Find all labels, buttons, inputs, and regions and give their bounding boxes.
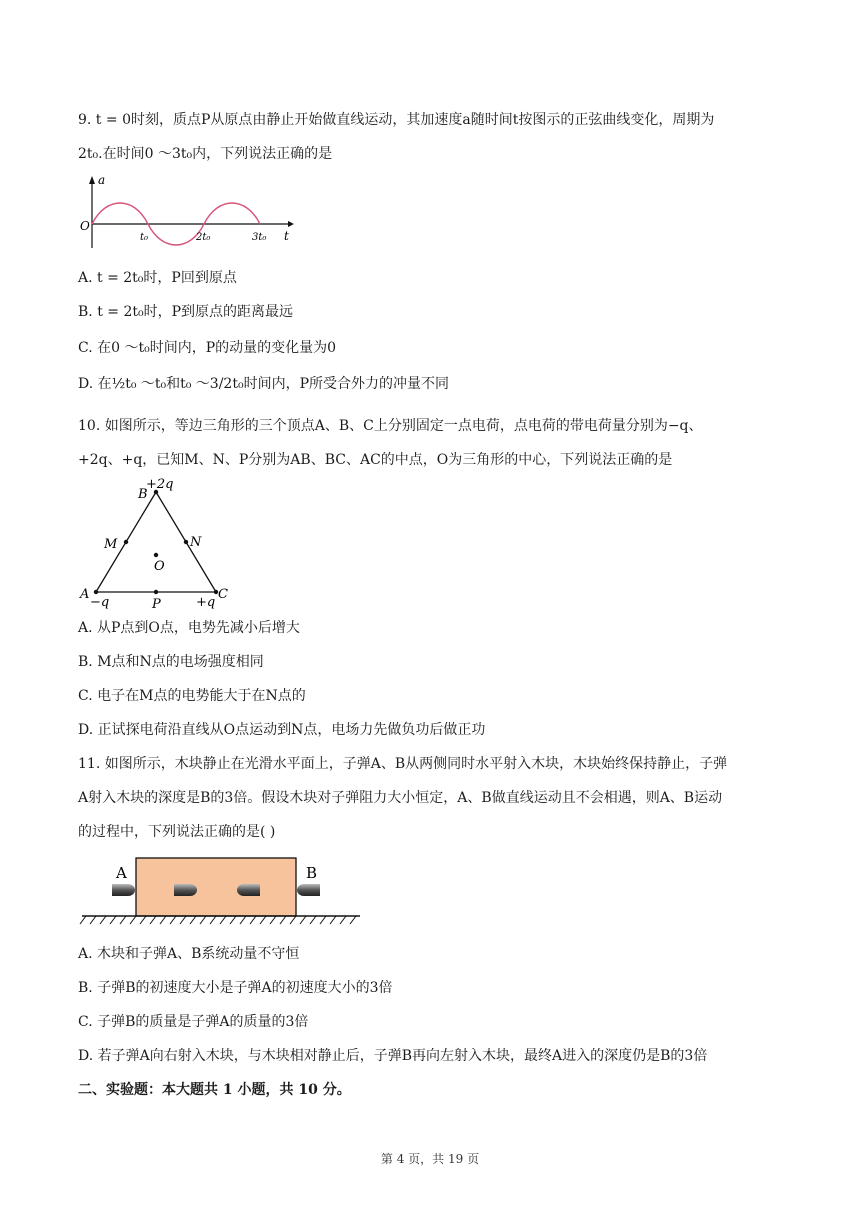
q10-point-n — [184, 540, 188, 544]
q11-bullet-a-inner — [174, 884, 197, 896]
q10-option-a: A. 从P点到O点，电势先减小后增大 — [78, 620, 300, 636]
q9-a-axis-arrow — [89, 176, 95, 184]
q11-label-b: B — [306, 864, 318, 882]
q10-label-p: P — [152, 597, 161, 612]
q11-ground-hatch — [80, 916, 356, 924]
q9-option-b: B. t = 2t₀时，P到原点的距离最远 — [78, 304, 294, 320]
q9-stem-line1: 9. t = 0时刻，质点P从原点由静止开始做直线运动，其加速度a随时间t按图示的正弦曲线变化，周期为 — [78, 112, 715, 128]
q11-option-d: D. 若子弹A向右射入木块，与木块相对静止后，子弹B再向左射入木块，最终A进入的深度仍是B的3倍 — [78, 1048, 708, 1064]
q10-label-o: O — [154, 559, 165, 574]
q10-point-o — [154, 553, 158, 557]
q11-bullet-b-inner — [237, 884, 260, 896]
q10-stem-line2: +2q、+q，已知M、N、P分别为AB、BC、AC的中点，O为三角形的中心，下列说法正确的是 — [78, 452, 673, 468]
q10-option-d: D. 正试探电荷沿直线从O点运动到N点，电场力先做负功后做正功 — [78, 722, 486, 738]
q10-option-c: C. 电子在M点的电势能大于在N点的 — [78, 688, 306, 704]
q9-sine-figure — [76, 172, 296, 252]
q10-charge-b: +2q — [146, 477, 174, 492]
q10-label-c: C — [218, 587, 228, 602]
q9-option-a: A. t = 2t₀时，P回到原点 — [78, 270, 237, 286]
q11-option-b: B. 子弹B的初速度大小是子弹A的初速度大小的3倍 — [78, 980, 393, 996]
q10-label-b: B — [138, 487, 148, 502]
q10-triangle-figure — [76, 474, 246, 614]
q9-option-d: D. 在½t₀ ～t₀和t₀ ～3/2t₀时间内，P所受合外力的冲量不同 — [78, 376, 449, 392]
section-heading-experiment: 二、实验题：本大题共 1 小题，共 10 分。 — [78, 1082, 351, 1098]
q11-block-figure — [78, 848, 368, 932]
q10-label-n: N — [190, 535, 202, 550]
q9-axis-y-label: a — [98, 173, 106, 187]
q9-tick-2t0: 2t₀ — [196, 232, 211, 243]
q11-stem-line1: 11. 如图所示，木块静止在光滑水平面上，子弹A、B从两侧同时水平射入木块，木块始终保持静止，子弹 — [78, 756, 728, 772]
q11-option-c: C. 子弹B的质量是子弹A的质量的3倍 — [78, 1014, 309, 1030]
q11-bullet-a-outer — [112, 884, 135, 896]
q11-bullet-b-outer — [297, 884, 320, 896]
q9-t-axis-arrow — [288, 221, 294, 227]
q10-point-a — [94, 590, 98, 594]
q9-tick-t0: t₀ — [140, 232, 149, 243]
q10-label-m: M — [104, 537, 118, 552]
q10-label-a: A — [80, 587, 90, 602]
q10-charge-c: +q — [196, 595, 216, 610]
q11-label-a: A — [116, 864, 127, 882]
q11-stem-line3: 的过程中，下列说法正确的是( ) — [78, 824, 276, 840]
q10-stem-line1: 10. 如图所示，等边三角形的三个顶点A、B、C上分别固定一点电荷，点电荷的带电荷量分别为−q、 — [78, 418, 703, 434]
q9-tick-3t0: 3t₀ — [252, 232, 267, 243]
q9-axis-x-label: t — [284, 229, 289, 243]
q10-option-b: B. M点和N点的电场强度相同 — [78, 654, 264, 670]
q9-origin-label: O — [80, 219, 90, 233]
q11-stem-line2: A射入木块的深度是B的3倍。假设木块对子弹阻力大小恒定，A、B做直线运动且不会相遇，则A、B运动 — [78, 790, 723, 806]
q10-point-m — [124, 540, 128, 544]
q10-point-p — [154, 590, 158, 594]
q9-option-c: C. 在0 ～t₀时间内，P的动量的变化量为0 — [78, 340, 337, 356]
q11-option-a: A. 木块和子弹A、B系统动量不守恒 — [78, 946, 300, 962]
page-footer: 第 4 页，共 19 页 — [380, 1152, 480, 1166]
q10-charge-a: −q — [90, 595, 110, 610]
q11-wood-block — [136, 858, 296, 916]
q9-stem-line2: 2t₀.在时间0 ～3t₀内，下列说法正确的是 — [78, 146, 333, 162]
